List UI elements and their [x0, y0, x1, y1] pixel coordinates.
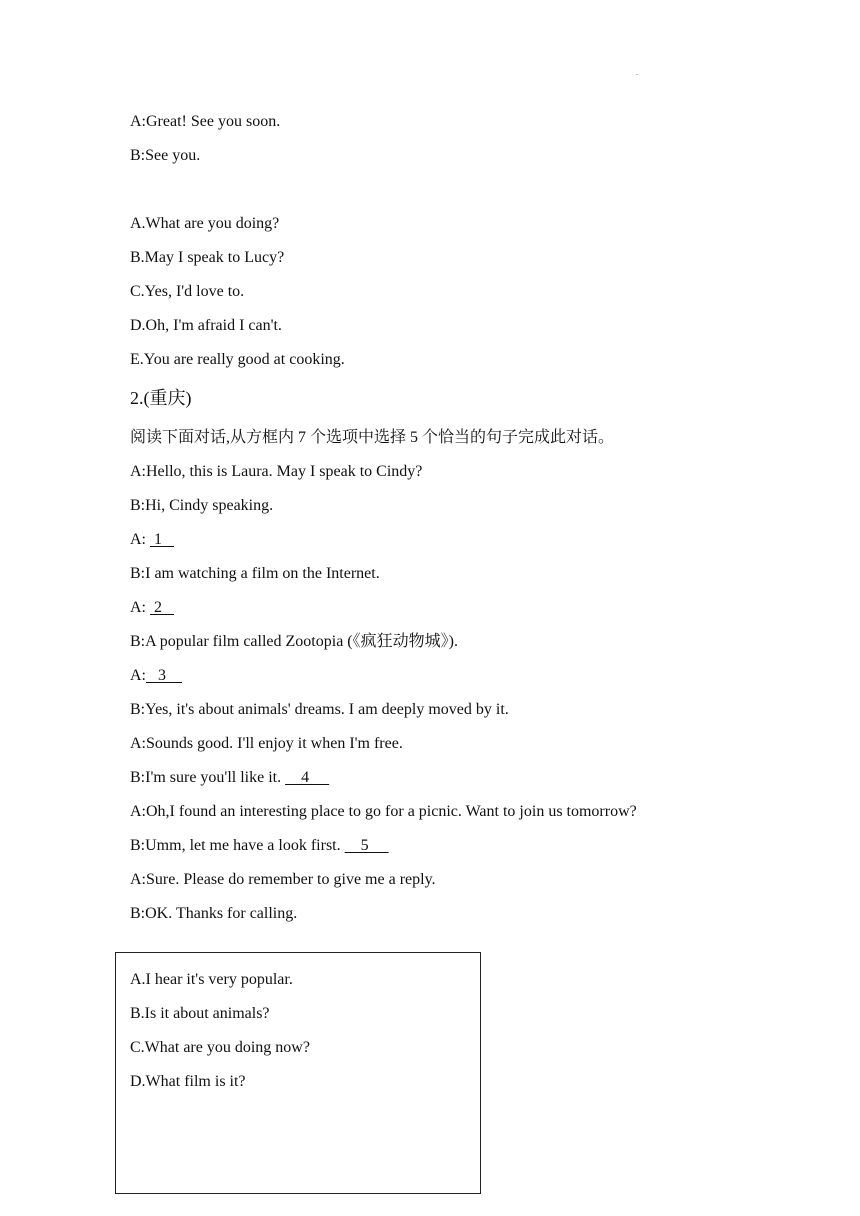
prev-option-a: A.What are you doing?: [130, 215, 280, 232]
blank-2[interactable]: 2: [150, 599, 174, 616]
blank-3[interactable]: 3: [146, 667, 182, 684]
blank-4[interactable]: 4: [285, 769, 330, 786]
dialogue-line: B:I'm sure you'll like it. 4: [130, 769, 330, 786]
prev-option-b: B.May I speak to Lucy?: [130, 249, 285, 266]
dialogue-line: A:Hello, this is Laura. May I speak to Cindy?: [130, 463, 423, 480]
blank-1[interactable]: 1: [150, 531, 174, 548]
option-b: B.Is it about animals?: [130, 1005, 270, 1022]
dialogue-line: A:Sounds good. I'll enjoy it when I'm free.: [130, 735, 403, 752]
option-c: C.What are you doing now?: [130, 1039, 310, 1056]
question-title: 2.(重庆): [130, 388, 192, 408]
dialogue-line: A:Sure. Please do remember to give me a reply.: [130, 871, 436, 888]
option-box: [115, 952, 481, 1194]
dialogue-line: A: 1: [130, 531, 174, 548]
dialogue-line: A:Oh,I found an interesting place to go for a picnic. Want to join us tomorrow?: [130, 803, 637, 820]
header-mark: .: [636, 68, 638, 77]
question-instruction: 阅读下面对话,从方框内 7 个选项中选择 5 个恰当的句子完成此对话。: [130, 429, 615, 446]
blank-5[interactable]: 5: [344, 837, 389, 854]
dialogue-line: A: 2: [130, 599, 174, 616]
intro-dialogue-line: B:See you.: [130, 147, 201, 164]
dialogue-line: B:Hi, Cindy speaking.: [130, 497, 274, 514]
prev-option-d: D.Oh, I'm afraid I can't.: [130, 317, 282, 334]
dialogue-line: B:OK. Thanks for calling.: [130, 905, 298, 922]
option-a: A.I hear it's very popular.: [130, 971, 293, 988]
prev-option-c: C.Yes, I'd love to.: [130, 283, 245, 300]
dialogue-line: B:Yes, it's about animals' dreams. I am deeply moved by it.: [130, 701, 509, 718]
dialogue-line: B:A popular film called Zootopia (《疯狂动物城》).: [130, 633, 458, 650]
option-d: D.What film is it?: [130, 1073, 246, 1090]
dialogue-line: B:I am watching a film on the Internet.: [130, 565, 380, 582]
prev-option-e: E.You are really good at cooking.: [130, 351, 345, 368]
dialogue-line: B:Umm, let me have a look first. 5: [130, 837, 389, 854]
intro-dialogue-line: A:Great! See you soon.: [130, 113, 281, 130]
dialogue-line: A: 3: [130, 667, 182, 684]
